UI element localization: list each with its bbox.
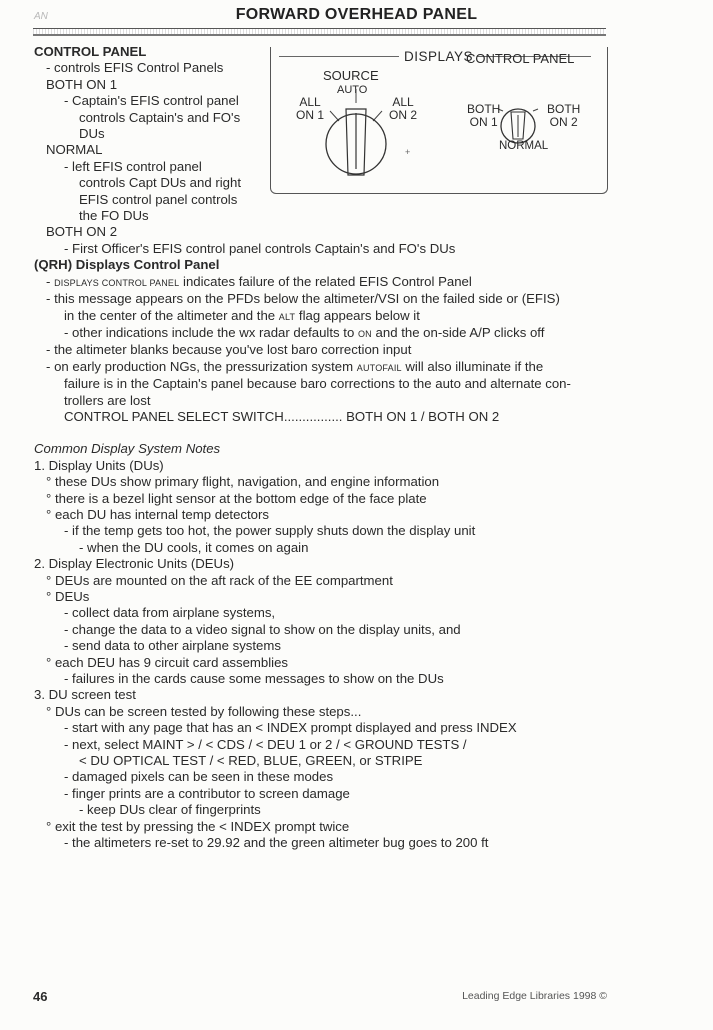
notes-bullet: ° each DU has internal temp detectors [46,506,269,522]
cp-title: CONTROL PANEL [466,51,575,66]
corner-mark: AN [34,11,48,22]
notes-sub: - if the temp gets too hot, the power supply shuts down the display unit [64,523,476,539]
notes-heading: Common Display System Notes [34,441,221,457]
notes-bullet: ° DEUs [46,589,90,604]
both-on1-label: BOTH ON 1 [467,102,501,129]
svg-text:+: + [405,147,411,157]
cp-line: controls Captain's and FO's [79,109,241,125]
notes-section-title: 2. Display Electronic Units (DEUs) [34,556,235,572]
notes-sub: - finger prints are a contributor to screen damage [64,785,350,801]
notes-sub: - send data to other airplane systems [64,638,281,654]
qrh-line: - other indications include the wx radar defaults to ON and the on-side A/P clicks off [64,324,545,340]
notes-sub: - collect data from airplane systems, [64,605,276,621]
notes-sub: - change the data to a video signal to show on the display units, and [64,621,461,637]
cp-line: BOTH ON 2 [46,224,118,240]
cp-line: - left EFIS control panel [64,158,202,174]
normal-label: NORMAL [499,140,549,152]
notes-bullet: ° DUs can be screen tested by following these steps... [46,703,362,719]
body-text [34,44,609,852]
cp-line: - First Officer's EFIS control panel controls Captain's and FO's DUs [64,240,456,256]
notes-bullet: ° there is a bezel light sensor at the bottom edge of the face plate [46,490,427,506]
cp-line: NORMAL [46,142,103,158]
notes-sub: - when the DU cools, it comes on again [79,539,309,555]
notes-section-title: 1. Display Units (DUs) [34,457,164,473]
cp-line: - controls EFIS Control Panels [46,60,224,76]
cp-line: BOTH ON 1 [46,76,118,92]
qrh-line: - this message appears on the PFDs below the altimeter/VSI on the failed side or (EFIS) [46,291,560,307]
notes-sub: < DU OPTICAL TEST / < RED, BLUE, GREEN, or STRIPE [79,753,423,769]
notes-bullet: ° each DEU has 9 circuit card assemblies [46,654,289,670]
qrh-line: - the altimeter blanks because you've lost baro correction input [46,342,412,358]
auto-label: AUTO [337,84,368,96]
notes-sub: - the altimeters re-set to 29.92 and the green altimeter bug goes to 200 ft [64,835,489,851]
publisher-credit: Leading Edge Libraries 1998 © [462,990,607,1002]
notes-sub: - next, select MAINT > / < CDS / < DEU 1 or 2 / < GROUND TESTS / [64,736,467,752]
qrh-line: trollers are lost [64,392,151,408]
qrh-line: in the center of the altimeter and the ALT flag appears below it [64,307,420,323]
qrh-line: - on early production NGs, the pressurization system AUTOFAIL will also illuminate if the [46,358,544,374]
cp-line: - Captain's EFIS control panel [64,93,239,109]
notes-section-title: 3. DU screen test [34,687,136,703]
page-number: 46 [33,989,48,1004]
header-rule [33,28,606,36]
notes-sub: - start with any page that has an < INDEX prompt displayed and press INDEX [64,720,517,736]
cp-line: controls Capt DUs and right [79,175,241,191]
notes-sub: - keep DUs clear of fingerprints [79,802,261,818]
displays-title: DISPLAYS [401,49,476,64]
qrh-line: - DISPLAYS CONTROL PANEL indicates failure of the related EFIS Control Panel [46,273,472,289]
notes-bullet: ° exit the test by pressing the < INDEX prompt twice [46,818,350,834]
cp-line: the FO DUs [79,208,149,224]
cp-line: DUs [79,126,105,142]
notes-bullet: ° DEUs are mounted on the aft rack of the EE compartment [46,572,393,588]
qrh-heading: (QRH) Displays Control Panel [34,257,220,273]
source-label: SOURCE [323,68,379,83]
all-on2-label: ALL ON 2 [389,95,418,122]
page-title: FORWARD OVERHEAD PANEL [235,6,478,23]
notes-bullet: ° these DUs show primary flight, navigation, and engine information [46,474,440,490]
control-panel-heading: CONTROL PANEL [34,44,147,59]
qrh-line: CONTROL PANEL SELECT SWITCH................ BOTH ON 1 / BOTH ON 2 [64,408,500,424]
notes-sub: - failures in the cards cause some messages to show on the DUs [64,671,444,687]
qrh-line: failure is in the Captain's panel because baro corrections to the auto and alternate con- [64,376,571,392]
both-on2-label: BOTH ON 2 [547,102,581,129]
cp-line: EFIS control panel controls [79,191,238,207]
notes-sub: - damaged pixels can be seen in these modes [64,769,334,785]
all-on1-label: ALL ON 1 [296,95,325,122]
